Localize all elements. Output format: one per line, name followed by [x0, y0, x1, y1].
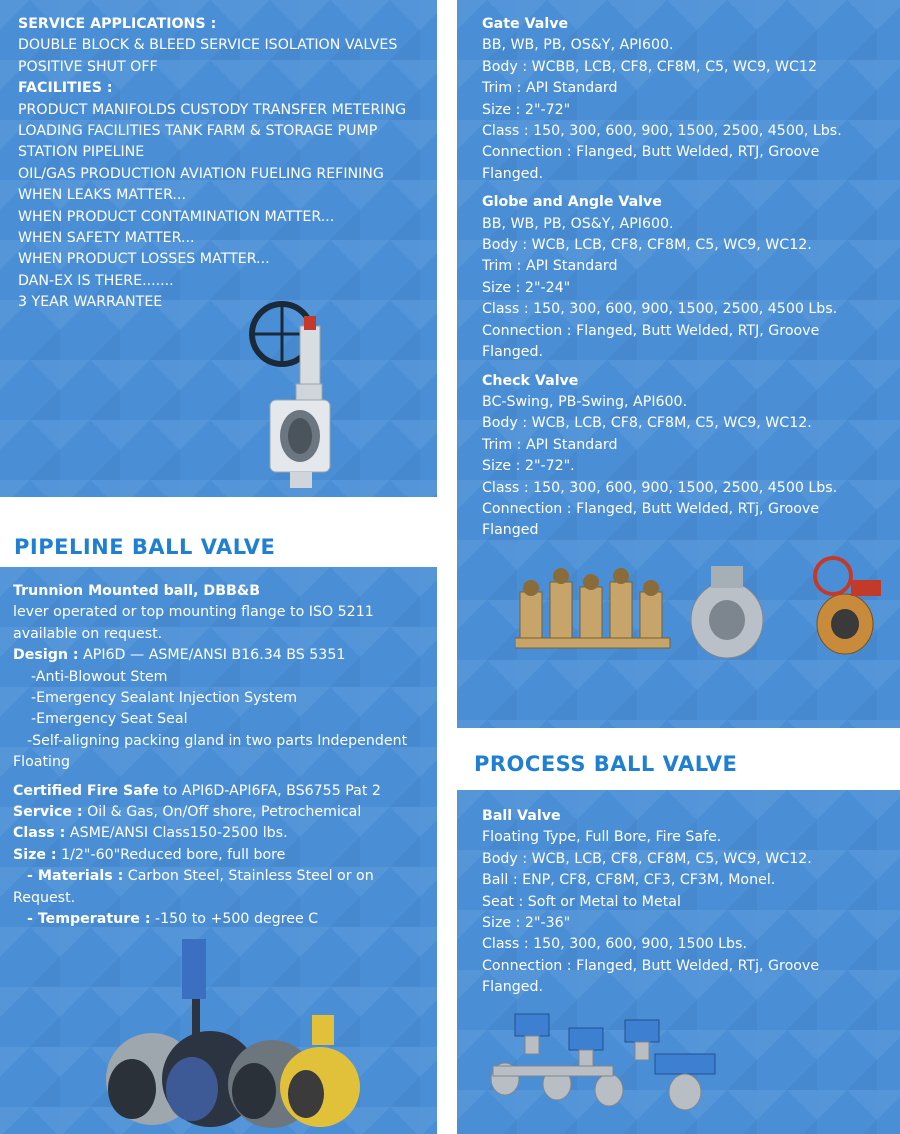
globe-spec-line: Connection : Flanged, Butt Welded, RTJ, Groove: [482, 322, 820, 339]
process-ball-valve-heading: PROCESS BALL VALVE: [474, 752, 738, 776]
materials-value: Carbon Steel, Stainless Steel or on: [123, 868, 374, 885]
pipeline-intro-line: available on request.: [13, 625, 163, 642]
globe-spec-line: Body : WCB, LCB, CF8, CF8M, C5, WC9, WC12.: [482, 237, 812, 254]
gate-spec-line: Body : WCBB, LCB, CF8, CF8M, C5, WC9, WC12: [482, 58, 817, 75]
globe-spec-line: BB, WB, PB, OS&Y, API600.: [482, 215, 674, 232]
size-line: [13, 845, 407, 866]
valves-spec-panel: [457, 0, 900, 728]
service-title: SERVICE APPLICATIONS :: [18, 16, 217, 32]
service-line: [13, 802, 407, 823]
service-line: POSITIVE SHUT OFF: [18, 58, 158, 75]
service-text: [18, 14, 406, 314]
class-line: [13, 823, 407, 844]
process-spec-line: Body : WCB, LCB, CF8, CF8M, C5, WC9, WC12.: [482, 850, 812, 867]
pipeline-intro-line: lever operated or top mounting flange to ISO 5211: [13, 604, 374, 621]
pipeline-ball-valve-heading: PIPELINE BALL VALVE: [14, 535, 276, 559]
check-spec-line: BC-Swing, PB-Swing, API600.: [482, 393, 688, 410]
check-spec-line: Size : 2"-72".: [482, 458, 575, 475]
pipeline-ball-valves-image: [92, 939, 362, 1134]
service-line: DOUBLE BLOCK & BLEED SERVICE ISOLATION VALVES: [18, 37, 398, 54]
temperature-label: - Temperature :: [27, 911, 151, 928]
temperature-value: -150 to +500 degree C: [150, 911, 319, 928]
design-item: -Anti-Blowout Stem: [31, 668, 168, 685]
check-spec-line: Flanged: [482, 522, 539, 539]
process-spec-line: Ball : ENP, CF8, CF8M, CF3, CF3M, Monel.: [482, 872, 776, 889]
process-spec-line: Flanged.: [482, 979, 544, 996]
gate-spec-line: Trim : API Standard: [482, 80, 618, 97]
facility-line: DAN-EX IS THERE.......: [18, 272, 174, 289]
pipeline-ball-valve-panel: [0, 567, 437, 1134]
check-spec-line: Connection : Flanged, Butt Welded, RTj, Groove: [482, 500, 820, 517]
globe-valve-title: Globe and Angle Valve: [482, 194, 662, 211]
facility-line: OIL/GAS PRODUCTION AVIATION FUELING REFINING: [18, 165, 384, 182]
process-spec-line: Floating Type, Full Bore, Fire Safe.: [482, 829, 722, 846]
facility-line: WHEN PRODUCT CONTAMINATION MATTER...: [18, 208, 335, 225]
process-ball-valves-image: [485, 1004, 725, 1114]
design-label: Design :: [13, 647, 79, 664]
gate-spec-line: Flanged.: [482, 165, 544, 182]
check-spec-line: Trim : API Standard: [482, 436, 618, 453]
facility-line: PRODUCT MANIFOLDS CUSTODY TRANSFER METERING: [18, 101, 407, 118]
process-spec-line: Connection : Flanged, Butt Welded, RTj, Groove: [482, 957, 820, 974]
globe-spec-line: Trim : API Standard: [482, 258, 618, 275]
process-spec-line: Class : 150, 300, 600, 900, 1500 Lbs.: [482, 936, 747, 953]
design-item: -Emergency Seat Seal: [31, 711, 188, 728]
gate-globe-check-valves-image: [515, 552, 895, 664]
globe-spec-line: Size : 2"-24": [482, 279, 571, 296]
class-label: Class :: [13, 825, 66, 842]
process-specs-text: [482, 806, 819, 999]
class-value: ASME/ANSI Class150-2500 lbs.: [65, 825, 288, 842]
materials-label: - Materials :: [27, 868, 124, 885]
facilities-title: FACILITIES :: [18, 80, 113, 97]
size-value: 1/2"-60"Reduced bore, full bore: [56, 846, 286, 863]
butterfly-valve-image: [240, 296, 350, 492]
facility-line: WHEN PRODUCT LOSSES MATTER...: [18, 251, 270, 268]
design-line: [13, 645, 407, 666]
process-ball-valve-panel: [457, 790, 900, 1134]
check-spec-line: Class : 150, 300, 600, 900, 1500, 2500, 4500 Lbs.: [482, 479, 838, 496]
facility-line: LOADING FACILITIES TANK FARM & STORAGE PUMP: [18, 123, 378, 140]
gate-spec-line: Class : 150, 300, 600, 900, 1500, 2500, 4500, Lbs.: [482, 123, 842, 140]
globe-spec-line: Class : 150, 300, 600, 900, 1500, 2500, 4500 Lbs.: [482, 301, 838, 318]
fire-safe-value: to API6D-API6FA, BS6755 Pat 2: [158, 782, 381, 799]
check-spec-line: Body : WCB, LCB, CF8, CF8M, C5, WC9, WC12.: [482, 415, 812, 432]
valve-specs-text: [482, 14, 842, 542]
service-value: Oil & Gas, On/Off shore, Petrochemical: [82, 804, 362, 821]
gate-valve-title: Gate Valve: [482, 16, 569, 32]
gate-spec-line: Size : 2"-72": [482, 101, 571, 118]
facility-line: 3 YEAR WARRANTEE: [18, 294, 163, 311]
temperature-line: [13, 909, 407, 930]
globe-spec-line: Flanged.: [482, 344, 544, 361]
service-label: Service :: [13, 804, 83, 821]
request-line: Request.: [13, 889, 76, 906]
design-item: -Emergency Sealant Injection System: [31, 690, 298, 707]
facility-line: STATION PIPELINE: [18, 144, 145, 161]
process-spec-line: Size : 2"-36": [482, 915, 571, 932]
materials-line: [13, 866, 407, 887]
process-spec-line: Seat : Soft or Metal to Metal: [482, 893, 681, 910]
gate-spec-line: Connection : Flanged, Butt Welded, RTJ, Groove: [482, 144, 820, 161]
fire-safe-label: Certified Fire Safe: [13, 782, 159, 799]
fire-safe-line: [13, 781, 407, 802]
facility-line: WHEN SAFETY MATTER...: [18, 230, 195, 247]
ball-valve-title: Ball Valve: [482, 808, 561, 824]
floating-line: Floating: [13, 754, 70, 771]
design-item: -Self-aligning packing gland in two parts Independent: [27, 732, 408, 749]
size-label: Size :: [13, 846, 57, 863]
pipeline-subtitle: Trunnion Mounted ball, DBB&B: [13, 583, 261, 599]
facility-line: WHEN LEAKS MATTER...: [18, 187, 186, 204]
pipeline-specs-text: [13, 581, 407, 931]
check-valve-title: Check Valve: [482, 372, 579, 389]
design-value: API6D — ASME/ANSI B16.34 BS 5351: [78, 647, 346, 664]
gate-spec-line: BB, WB, PB, OS&Y, API600.: [482, 37, 674, 54]
service-applications-panel: [0, 0, 437, 497]
